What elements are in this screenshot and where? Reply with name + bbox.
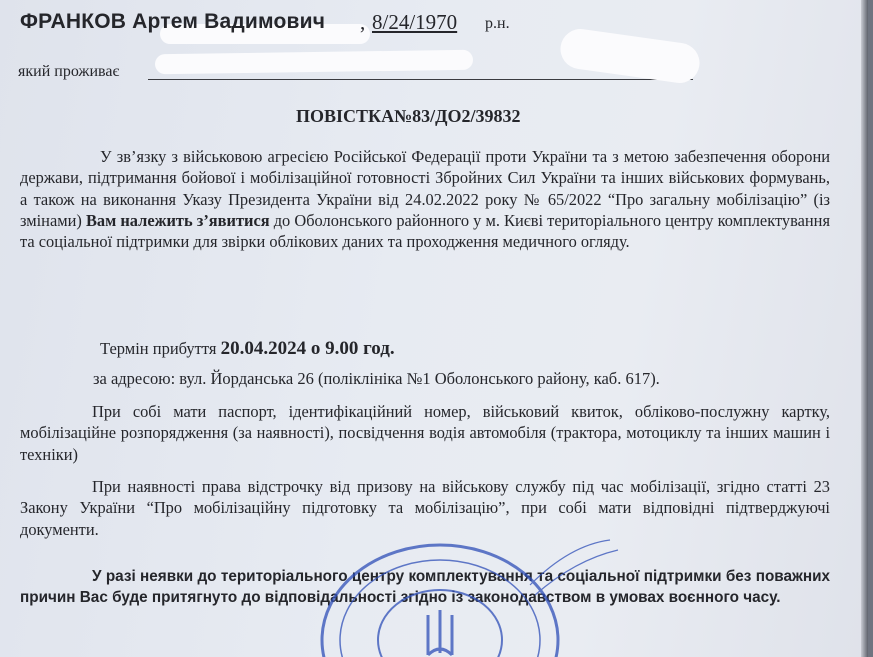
birth-date: 8/24/1970 <box>372 10 458 34</box>
paragraph-documents: При собі мати паспорт, ідентифікаційний номер, військовий квиток, обліково-послужну картку, мобілізаційне розпорядження (за наявності), посвідчення водія автомобіля (трактора, мотоциклу та інших машин і техніки) <box>20 402 830 464</box>
person-name: ФРАНКОВ Артем Вадимович <box>20 10 326 33</box>
lives-label: який проживає <box>18 63 120 80</box>
arrival-label: Термін прибуття <box>100 339 217 358</box>
address-underline <box>148 79 693 80</box>
name-comma: , <box>360 10 366 34</box>
paragraph-main <box>20 146 830 252</box>
paragraph-main-text-2: до Оболонського районного у м. Києві територіального центру комплектування та соціальної підтримки для звірки облікових даних та проходження медичного огляду. <box>20 210 830 252</box>
paragraph-warning: У разі неявки до територіального центру комплектування та соціальної підтримки без поважних причин Вас буде притягнуто до відповідальності згідно із законодавством в умовах воєнного часу. <box>20 568 830 607</box>
birth-suffix: р.н. <box>485 15 510 32</box>
official-stamp <box>300 525 630 657</box>
arrival-address: за адресою: вул. Йорданська 26 (поліклініка №1 Оболонського району, каб. 617). <box>93 369 660 388</box>
paragraph-deferral: При наявності права відстрочку від призову на військову службу під час мобілізації, згідно статті 23 Закону України “Про мобілізаційну підготовку та мобілізацію”, при собі мати відповідні підтверджуючі документи. <box>20 477 830 539</box>
paragraph-main-bold: Вам належить з’явитися <box>85 210 270 230</box>
arrival-term <box>100 338 395 360</box>
paragraph-main-text-1: У зв’язку з військовою агресією Російської Федерації проти України та з метою забезпечення оборони держави, підтримання бойової і мобілізаційної готовності Збройних Сил України та інших військових формувань, а також на виконання Указу Президента України від 24.02.2022 року № 65/2022 “Про загальну мобілізацію” (із змінами) <box>20 147 830 230</box>
redaction-mark <box>155 50 473 74</box>
document-title: ПОВІСТКА№83/ДО2/39832 <box>296 106 521 126</box>
paper-edge-shadow <box>861 0 868 657</box>
redaction-mark <box>558 26 702 85</box>
arrival-datetime: 20.04.2024 о 9.00 год. <box>220 338 395 359</box>
